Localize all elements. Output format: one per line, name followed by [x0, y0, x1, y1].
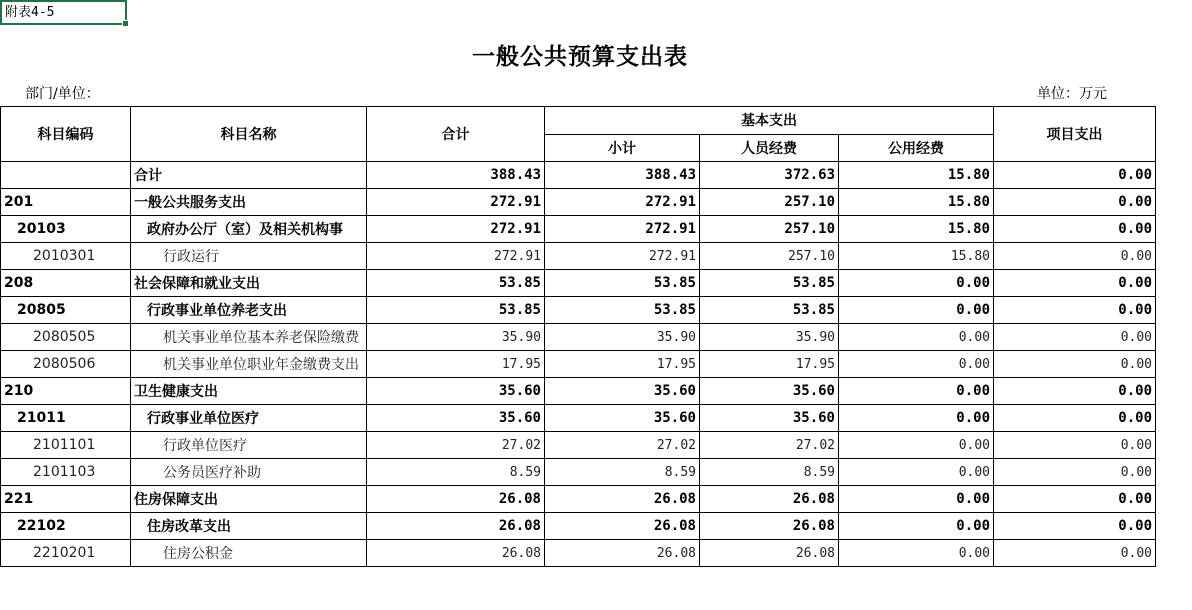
- cell-project[interactable]: 0.00: [994, 189, 1156, 216]
- header-name[interactable]: 科目名称: [131, 107, 367, 162]
- cell-total[interactable]: 35.60: [367, 378, 545, 405]
- cell-code[interactable]: 20805: [1, 297, 131, 324]
- table-row: [1, 297, 1156, 324]
- cell-personnel[interactable]: 35.90: [700, 324, 839, 351]
- cell-code[interactable]: 2101103: [1, 459, 131, 486]
- cell-project[interactable]: 0.00: [994, 324, 1156, 351]
- fill-handle[interactable]: [122, 20, 129, 27]
- cell-project[interactable]: 0.00: [994, 540, 1156, 567]
- cell-name[interactable]: 社会保障和就业支出: [131, 270, 367, 297]
- cell-code[interactable]: 22102: [1, 513, 131, 540]
- cell-project[interactable]: 0.00: [994, 297, 1156, 324]
- header-code[interactable]: 科目编码: [1, 107, 131, 162]
- cell-code[interactable]: 2080505: [1, 324, 131, 351]
- cell-subtotal[interactable]: 8.59: [545, 459, 700, 486]
- cell-name[interactable]: 合计: [131, 162, 367, 189]
- cell-total[interactable]: 35.90: [367, 324, 545, 351]
- cell-code[interactable]: 2080506: [1, 351, 131, 378]
- cell-personnel[interactable]: 35.60: [700, 405, 839, 432]
- cell-public[interactable]: 0.00: [839, 324, 994, 351]
- cell-code[interactable]: 2010301: [1, 243, 131, 270]
- cell-public[interactable]: 0.00: [839, 297, 994, 324]
- cell-total[interactable]: 8.59: [367, 459, 545, 486]
- cell-personnel[interactable]: 17.95: [700, 351, 839, 378]
- table-row: [1, 432, 1156, 459]
- cell-project[interactable]: 0.00: [994, 432, 1156, 459]
- cell-code[interactable]: 21011: [1, 405, 131, 432]
- cell-public[interactable]: 0.00: [839, 486, 994, 513]
- cell-code[interactable]: 20103: [1, 216, 131, 243]
- dept-label: 部门/单位：: [25, 86, 100, 102]
- cell-code[interactable]: 221: [1, 486, 131, 513]
- table-row: [1, 162, 1156, 189]
- cell-total[interactable]: 388.43: [367, 162, 545, 189]
- cell-total[interactable]: 272.91: [367, 216, 545, 243]
- cell-personnel[interactable]: 8.59: [700, 459, 839, 486]
- cell-public[interactable]: 0.00: [839, 540, 994, 567]
- cell-subtotal[interactable]: 35.60: [545, 405, 700, 432]
- cell-name[interactable]: 住房公积金: [131, 540, 367, 567]
- table-row: [1, 324, 1156, 351]
- cell-personnel[interactable]: 257.10: [700, 189, 839, 216]
- cell-total[interactable]: 272.91: [367, 189, 545, 216]
- table-row: [1, 378, 1156, 405]
- cell-project[interactable]: 0.00: [994, 405, 1156, 432]
- cell-total[interactable]: 26.08: [367, 486, 545, 513]
- cell-personnel[interactable]: 53.85: [700, 297, 839, 324]
- cell-name[interactable]: 行政运行: [131, 243, 367, 270]
- cell-name[interactable]: 行政事业单位养老支出: [131, 297, 367, 324]
- cell-total[interactable]: 272.91: [367, 243, 545, 270]
- cell-personnel[interactable]: 53.85: [700, 270, 839, 297]
- cell-public[interactable]: 15.80: [839, 189, 994, 216]
- cell-total[interactable]: 27.02: [367, 432, 545, 459]
- cell-subtotal[interactable]: 272.91: [545, 243, 700, 270]
- cell-code[interactable]: 210: [1, 378, 131, 405]
- cell-code[interactable]: 2101101: [1, 432, 131, 459]
- cell-personnel[interactable]: 26.08: [700, 486, 839, 513]
- cell-subtotal[interactable]: 272.91: [545, 189, 700, 216]
- cell-personnel[interactable]: 257.10: [700, 243, 839, 270]
- page-title: 一般公共预算支出表: [472, 43, 688, 70]
- cell-public[interactable]: 0.00: [839, 351, 994, 378]
- cell-subtotal[interactable]: 35.60: [545, 378, 700, 405]
- cell-public[interactable]: 0.00: [839, 459, 994, 486]
- cell-personnel[interactable]: 27.02: [700, 432, 839, 459]
- selected-cell[interactable]: [0, 0, 127, 25]
- table-row: [1, 216, 1156, 243]
- cell-subtotal[interactable]: 388.43: [545, 162, 700, 189]
- cell-name[interactable]: 行政单位医疗: [131, 432, 367, 459]
- cell-name[interactable]: 住房保障支出: [131, 486, 367, 513]
- cell-public[interactable]: 0.00: [839, 513, 994, 540]
- cell-subtotal[interactable]: 26.08: [545, 540, 700, 567]
- cell-public[interactable]: 15.80: [839, 243, 994, 270]
- cell-personnel[interactable]: 257.10: [700, 216, 839, 243]
- cell-subtotal[interactable]: 272.91: [545, 216, 700, 243]
- cell-personnel[interactable]: 26.08: [700, 513, 839, 540]
- cell-personnel[interactable]: 35.60: [700, 378, 839, 405]
- cell-total[interactable]: 35.60: [367, 405, 545, 432]
- cell-code[interactable]: 201: [1, 189, 131, 216]
- cell-total[interactable]: 26.08: [367, 540, 545, 567]
- cell-personnel[interactable]: 372.63: [700, 162, 839, 189]
- cell-name[interactable]: 机关事业单位职业年金缴费支出: [131, 351, 367, 378]
- cell-project[interactable]: 0.00: [994, 243, 1156, 270]
- cell-project[interactable]: 0.00: [994, 351, 1156, 378]
- table-row: [1, 243, 1156, 270]
- header-basic[interactable]: 基本支出: [545, 107, 994, 135]
- budget-table: [0, 106, 1156, 567]
- cell-subtotal[interactable]: 17.95: [545, 351, 700, 378]
- cell-public[interactable]: 0.00: [839, 432, 994, 459]
- cell-project[interactable]: 0.00: [994, 378, 1156, 405]
- header-subtotal[interactable]: 小计: [545, 134, 700, 162]
- cell-project[interactable]: 0.00: [994, 459, 1156, 486]
- cell-project[interactable]: 0.00: [994, 486, 1156, 513]
- cell-public[interactable]: 0.00: [839, 378, 994, 405]
- cell-total[interactable]: 26.08: [367, 513, 545, 540]
- cell-code[interactable]: [1, 162, 131, 189]
- cell-project[interactable]: 0.00: [994, 270, 1156, 297]
- cell-public[interactable]: 0.00: [839, 405, 994, 432]
- table-row: [1, 486, 1156, 513]
- cell-subtotal[interactable]: 35.90: [545, 324, 700, 351]
- cell-name[interactable]: 机关事业单位基本养老保险缴费: [131, 324, 367, 351]
- table-row: [1, 513, 1156, 540]
- header-personnel[interactable]: 人员经费: [700, 134, 839, 162]
- cell-subtotal[interactable]: 53.85: [545, 297, 700, 324]
- table-row: [1, 351, 1156, 378]
- cell-personnel[interactable]: 26.08: [700, 540, 839, 567]
- cell-public[interactable]: 15.80: [839, 162, 994, 189]
- cell-name[interactable]: 卫生健康支出: [131, 378, 367, 405]
- cell-total[interactable]: 53.85: [367, 270, 545, 297]
- table-row: [1, 189, 1156, 216]
- table-row: [1, 405, 1156, 432]
- cell-subtotal[interactable]: 26.08: [545, 513, 700, 540]
- table-row: [1, 540, 1156, 567]
- cell-ref-text: 附表4-5: [5, 5, 55, 20]
- table-row: [1, 270, 1156, 297]
- cell-project[interactable]: 0.00: [994, 216, 1156, 243]
- cell-public[interactable]: 15.80: [839, 216, 994, 243]
- cell-public[interactable]: 0.00: [839, 270, 994, 297]
- cell-subtotal[interactable]: 27.02: [545, 432, 700, 459]
- cell-project[interactable]: 0.00: [994, 513, 1156, 540]
- cell-name[interactable]: 住房改革支出: [131, 513, 367, 540]
- header-total[interactable]: 合计: [367, 107, 545, 162]
- cell-name[interactable]: 行政事业单位医疗: [131, 405, 367, 432]
- cell-name[interactable]: 政府办公厅（室）及相关机构事: [131, 216, 367, 243]
- header-public[interactable]: 公用经费: [839, 134, 994, 162]
- cell-subtotal[interactable]: 26.08: [545, 486, 700, 513]
- cell-project[interactable]: 0.00: [994, 162, 1156, 189]
- cell-subtotal[interactable]: 53.85: [545, 270, 700, 297]
- cell-name[interactable]: 公务员医疗补助: [131, 459, 367, 486]
- cell-name[interactable]: 一般公共服务支出: [131, 189, 367, 216]
- cell-total[interactable]: 53.85: [367, 297, 545, 324]
- header-project[interactable]: 项目支出: [994, 107, 1156, 162]
- cell-code[interactable]: 2210201: [1, 540, 131, 567]
- unit-label: 单位：万元: [1037, 86, 1107, 102]
- cell-code[interactable]: 208: [1, 270, 131, 297]
- table-row: [1, 459, 1156, 486]
- cell-total[interactable]: 17.95: [367, 351, 545, 378]
